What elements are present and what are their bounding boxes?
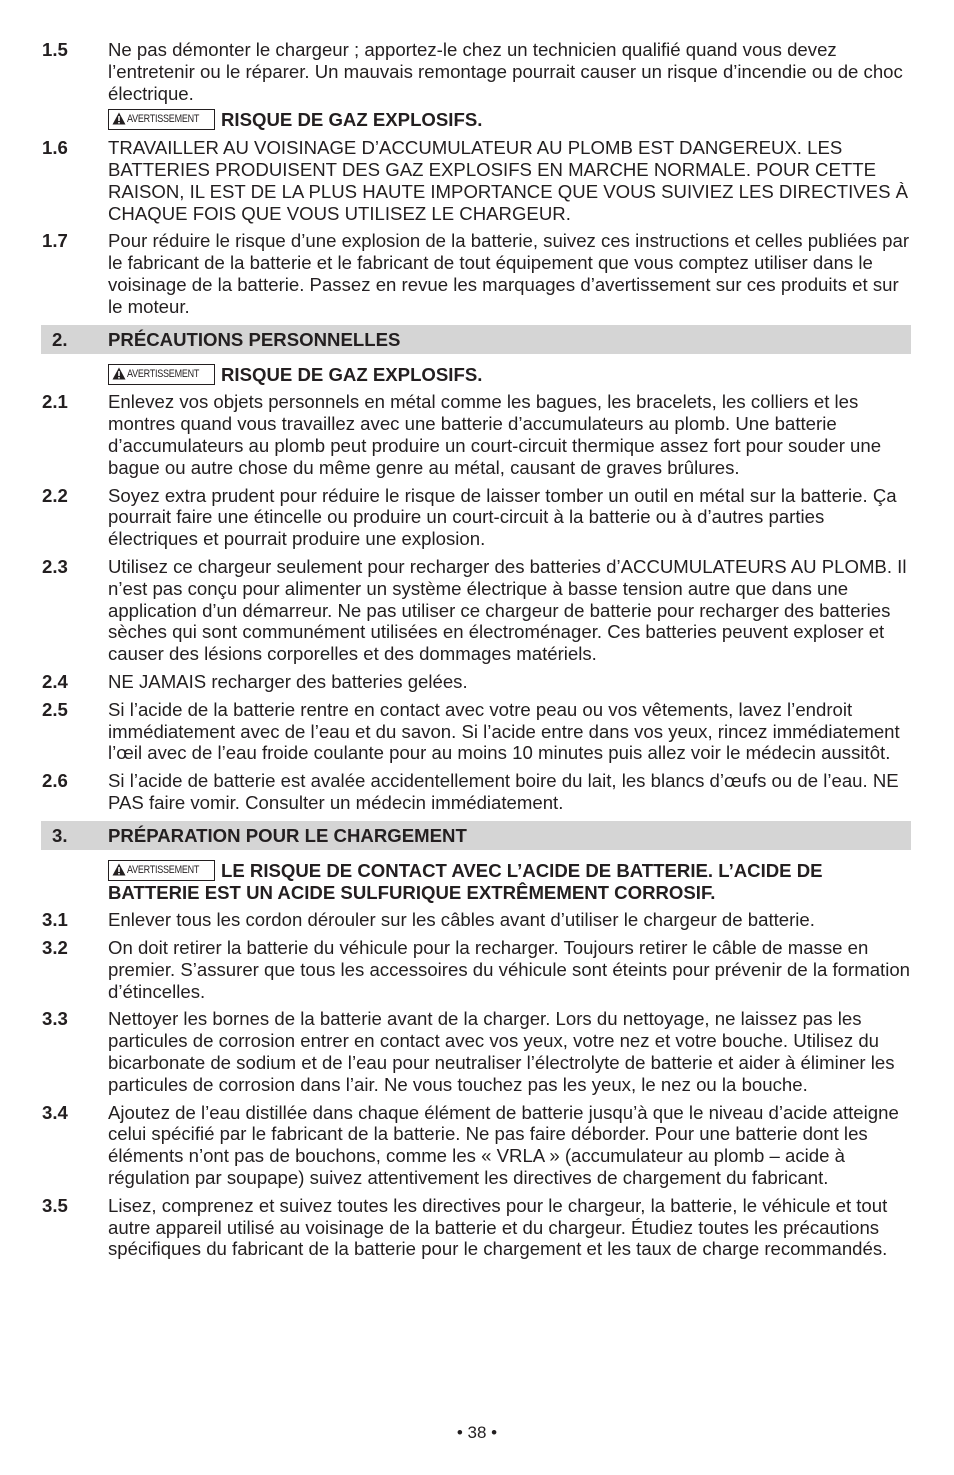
item-text: Ne pas démonter le chargeur ; apportez-le chez un technicien qualifié quand vous devez l’entretenir ou le réparer. Un mauvais remontage pourrait causer un risque d’incendie ou de choc électrique. bbox=[108, 39, 903, 104]
item-text: TRAVAILLER AU VOISINAGE D’ACCUMULATEUR AU PLOMB EST DANGEREUX. LES BATTERIES PRODUISENT DES GAZ EXPLOSIFS EN MARCHE NORMALE. POUR CETTE RAISON, IL EST DE LA PLUS HAUTE IMPORTANCE QUE VOUS SUIVIEZ LES DIRECTIVES À CHAQUE FOIS QUE VOUS UTILISEZ LE CHARGEUR. bbox=[108, 137, 909, 224]
item-text: Pour réduire le risque d’une explosion de la batterie, suivez ces instructions et celles publiées par le fabricant de la batterie et le fabricant de tout équipement que vous comptez utiliser dans le voisinage de la batterie. Passez en revue les marquages d’avertissement sur ces produits et sur le moteur. bbox=[108, 230, 910, 317]
item-2-4 bbox=[42, 671, 912, 693]
item-number: 2.6 bbox=[42, 770, 68, 792]
item-text: Soyez extra prudent pour réduire le risque de laisser tomber un outil en métal sur la batterie. Ça pourrait faire une étincelle ou produire un court-circuit à la batterie ou à d’autres parties électriques et pourrait produire une explosion. bbox=[108, 484, 897, 550]
item-number: 1.7 bbox=[42, 230, 68, 252]
item-number: 3.1 bbox=[42, 909, 68, 931]
item-3-2 bbox=[42, 937, 912, 1002]
warning-triangle-icon bbox=[112, 863, 126, 876]
item-number: 1.6 bbox=[42, 137, 68, 159]
warning-acid-contact bbox=[42, 860, 912, 904]
item-3-3 bbox=[42, 1008, 912, 1095]
warning-badge: AVERTISSEMENT bbox=[108, 109, 215, 130]
item-number: 1.5 bbox=[42, 39, 68, 60]
warning-badge: AVERTISSEMENT bbox=[108, 860, 215, 881]
section-title: PRÉPARATION POUR LE CHARGEMENT bbox=[108, 824, 467, 846]
warning-explosive-gas-1 bbox=[42, 109, 912, 131]
item-number: 2.4 bbox=[42, 670, 68, 692]
item-text: Enlevez vos objets personnels en métal comme les bagues, les bracelets, les colliers et les montres quand vous travaillez avec une batterie d’accumulateurs au plomb. Une batterie d’accumulateurs au plomb peut produire un court-circuit thermique assez fort pour souder une bague ou autre chose du même genre au métal, causant de graves brûlures. bbox=[108, 391, 882, 478]
warning-text: LE RISQUE DE CONTACT AVEC L’ACIDE DE BATTERIE. L’ACIDE DE BATTERIE EST UN ACIDE SULFURIQUE EXTRÊMEMENT CORROSIF. bbox=[108, 859, 823, 903]
item-text: On doit retirer la batterie du véhicule pour la recharger. Toujours retirer le câble de masse en premier. S’assurer que tous les accessoires du véhicule sont éteints pour prévenir de la formation d’étincelles. bbox=[108, 937, 911, 1002]
item-3-5 bbox=[42, 1195, 912, 1260]
page-number: • 38 • bbox=[456, 1423, 498, 1442]
item-number: 3.4 bbox=[42, 1101, 68, 1123]
item-text: Enlever tous les cordon dérouler sur les câbles avant d’utiliser le chargeur de batterie. bbox=[108, 909, 815, 931]
warning-explosive-gas-2 bbox=[42, 364, 912, 386]
item-number: 2.1 bbox=[42, 391, 68, 413]
item-number: 2.3 bbox=[42, 555, 68, 577]
item-text: Ajoutez de l’eau distillée dans chaque élément de batterie jusqu’à que le niveau d’acide atteigne celui spécifié par le fabricant de la batterie. Ne pas faire déborder. Pour une batterie dont les éléments n’ont pas de bouchons, comme les « VRLA » (accumulateur au plomb – acide à régulation par soupape) suivez attentivement les directives de chargement du fabricant. bbox=[108, 1101, 899, 1189]
item-1-7 bbox=[42, 230, 912, 317]
item-2-6 bbox=[42, 770, 912, 814]
section-header-2 bbox=[41, 325, 911, 354]
section-number: 2. bbox=[52, 328, 68, 350]
item-2-1 bbox=[42, 391, 912, 478]
section-number: 3. bbox=[52, 824, 68, 846]
item-text: Lisez, comprenez et suivez toutes les directives pour le chargeur, la batterie, le véhicule et tout autre appareil utilisé au voisinage de la batterie et du chargeur. Étudiez toutes les précautions spécifiques du fabricant de la batterie pour le chargement et les taux de charge recommandés. bbox=[108, 1194, 888, 1260]
warning-triangle-icon bbox=[112, 112, 126, 125]
item-text: Si l’acide de batterie est avalée accidentellement boire du lait, les blancs d’œufs ou de l’eau. NE PAS faire vomir. Consulter un médecin immédiatement. bbox=[108, 770, 899, 813]
item-1-6 bbox=[42, 137, 912, 224]
item-number: 2.5 bbox=[42, 698, 68, 720]
item-2-3 bbox=[42, 556, 912, 665]
warning-text: RISQUE DE GAZ EXPLOSIFS. bbox=[221, 363, 483, 385]
document-page bbox=[42, 39, 912, 1260]
item-3-4 bbox=[42, 1102, 912, 1189]
warning-text: RISQUE DE GAZ EXPLOSIFS. bbox=[221, 109, 483, 131]
item-2-2 bbox=[42, 485, 912, 550]
item-number: 3.3 bbox=[42, 1008, 68, 1030]
item-1-5 bbox=[42, 39, 912, 104]
section-header-3 bbox=[41, 821, 911, 850]
warning-triangle-icon bbox=[112, 367, 126, 380]
warning-badge: AVERTISSEMENT bbox=[108, 364, 215, 385]
section-title: PRÉCAUTIONS PERSONNELLES bbox=[108, 328, 401, 350]
item-text: Nettoyer les bornes de la batterie avant de la charger. Lors du nettoyage, ne laissez pas les particules de corrosion entrer en contact avec vos yeux, votre nez et votre bouche. Utilisez du bicarbonate de sodium et de l’eau pour neutraliser l’électrolyte de batterie et aider à éliminer les particules de corrosion dans l’air. Ne vous touchez pas les yeux, le nez ou la bouche. bbox=[108, 1008, 895, 1095]
item-text: NE JAMAIS recharger des batteries gelées. bbox=[108, 670, 468, 692]
item-2-5 bbox=[42, 699, 912, 764]
item-3-1 bbox=[42, 909, 912, 931]
item-number: 2.2 bbox=[42, 484, 68, 506]
item-text: Utilisez ce chargeur seulement pour recharger des batteries d’ACCUMULATEURS AU PLOMB. Il n’est pas conçu pour alimenter un système électrique à basse tension autre que dans une application d’un démarreur. Ne pas utiliser ce chargeur de batterie pour recharger des batteries sèches qui sont communément utilisées en électroménager. Ces batteries peuvent exploser et causer des lésions corporelles et des dommages matériels. bbox=[108, 555, 907, 665]
item-text: Si l’acide de la batterie rentre en contact avec votre peau ou vos vêtements, lavez l’endroit immédiatement avec de l’eau et du savon. Si l’acide entre dans vos yeux, rincez immédiatement l’œil avec de l’eau froide coulante pour au moins 10 minutes puis allez voir le médecin aussitôt. bbox=[108, 698, 900, 764]
item-number: 3.2 bbox=[42, 937, 68, 959]
item-number: 3.5 bbox=[42, 1194, 68, 1216]
